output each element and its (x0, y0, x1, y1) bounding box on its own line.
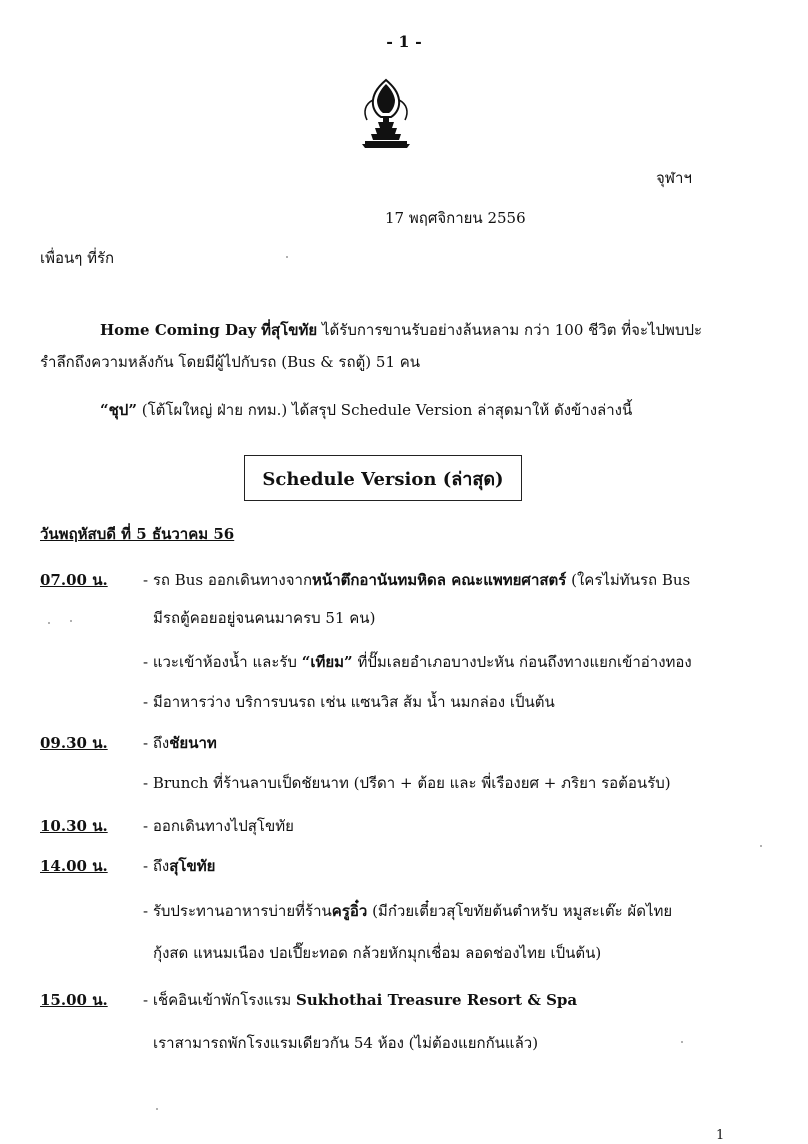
activity-text: - ถึง (143, 734, 170, 752)
event-name: Home Coming Day (100, 321, 257, 339)
summary-line (100, 398, 632, 422)
scan-speck (48, 622, 50, 624)
time-label: 09.30 น. (40, 734, 108, 752)
activity-text: - เช็คอินเข้าพักโรงแรม (143, 991, 297, 1009)
activity-line: - Brunch ที่ร้านลาบเป็ดชัยนาท (ปรีดา + ต้อย และ พี่เรืองยศ + ภริยา รอต้อนรับ) (143, 774, 671, 792)
activity-continuation: มีรถตู้คอยอยู่จนคนมาครบ 51 คน) (153, 609, 376, 627)
activity-continuation: กุ้งสด แหนมเนือง ปอเปี๊ยะทอด กล้วยหักมุกเชื่อม ลอดช่องไทย เป็นต้น) (153, 944, 602, 962)
activity-line (143, 731, 217, 755)
activity-text: - ถึง (143, 857, 170, 875)
sender: จุฬาฯ (656, 169, 692, 187)
time-label: 15.00 น. (40, 991, 108, 1009)
scan-speck (681, 1041, 683, 1043)
time-label: 07.00 น. (40, 571, 108, 589)
page-number: - 1 - (386, 32, 422, 51)
scan-speck (286, 256, 288, 258)
activity-continuation: เราสามารถพักโรงแรมเดียวกัน 54 ห้อง (ไม่ต้องแยกกันแล้ว) (153, 1034, 539, 1052)
scan-speck (70, 620, 72, 622)
scan-speck (760, 845, 762, 847)
time-label: 10.30 น. (40, 817, 108, 835)
schedule-title-box (244, 455, 522, 501)
activity-place: ครูอิ๋ว (331, 902, 368, 920)
summary-text: (โต้โผใหญ่ ฝ่าย กทม.) ได้สรุป Schedule Version ล่าสุดมาให้ ดังข้างล่างนี้ (136, 401, 633, 419)
intro-line-2: รำลึกถึงความหลังกัน โดยมีผู้ไปกับรถ (Bus & รถตู้) 51 คน (40, 353, 421, 371)
activity-line (143, 854, 215, 878)
letter-date: 17 พฤศจิกายน 2556 (385, 209, 526, 227)
activity-line: - มีอาหารว่าง บริการบนรถ เช่น แซนวิส ส้ม น้ำ นมกล่อง เป็นต้น (143, 693, 555, 711)
activity-place: หน้าตึกอานันทมหิดล คณะแพทยศาสตร์ (312, 571, 567, 589)
intro-line-1 (100, 318, 702, 342)
time-label: 14.00 น. (40, 857, 108, 875)
activity-text: (ใครไม่ทันรถ Bus (566, 571, 691, 589)
activity-text: - รถ Bus ออกเดินทางจาก (143, 571, 313, 589)
activity-line: - ออกเดินทางไปสุโขทัย (143, 817, 294, 835)
university-seal-icon (359, 78, 413, 150)
activity-place: ชัยนาท (169, 734, 217, 752)
activity-place: สุโขทัย (169, 857, 216, 875)
activity-line (143, 988, 577, 1012)
scan-speck (156, 1108, 158, 1110)
event-location: ที่สุโขทัย (261, 321, 318, 339)
activity-text: - แวะเข้าห้องน้ำ และรับ (143, 653, 302, 671)
activity-text: - รับประทานอาหารบ่ายที่ร้าน (143, 902, 332, 920)
organizer-nickname: “ชุป” (100, 401, 137, 419)
day-heading: วันพฤหัสบดี ที่ 5 ธันวาคม 56 (40, 525, 235, 543)
activity-line (143, 650, 692, 674)
activity-text: ที่ปั๊มเลยอำเภอบางปะหัน ก่อนถึงทางแยกเข้าอ่างทอง (352, 653, 692, 671)
hotel-name: Sukhothai Treasure Resort & Spa (296, 991, 578, 1009)
schedule-title: Schedule Version (ล่าสุด) (262, 468, 504, 490)
intro-text: ได้รับการขานรับอย่างล้นหลาม กว่า 100 ชีวิต ที่จะไปพบปะ (317, 321, 703, 339)
activity-line (143, 568, 690, 592)
greeting: เพื่อนๆ ที่รัก (40, 249, 115, 267)
footer-page-number: 1 (716, 1128, 725, 1143)
activity-text: (มีก๋วยเตี๋ยวสุโขทัยต้นตำหรับ หมูสะเต๊ะ ผัดไทย (367, 902, 673, 920)
activity-line (143, 899, 672, 923)
activity-highlight: “เทียม” (301, 653, 353, 671)
